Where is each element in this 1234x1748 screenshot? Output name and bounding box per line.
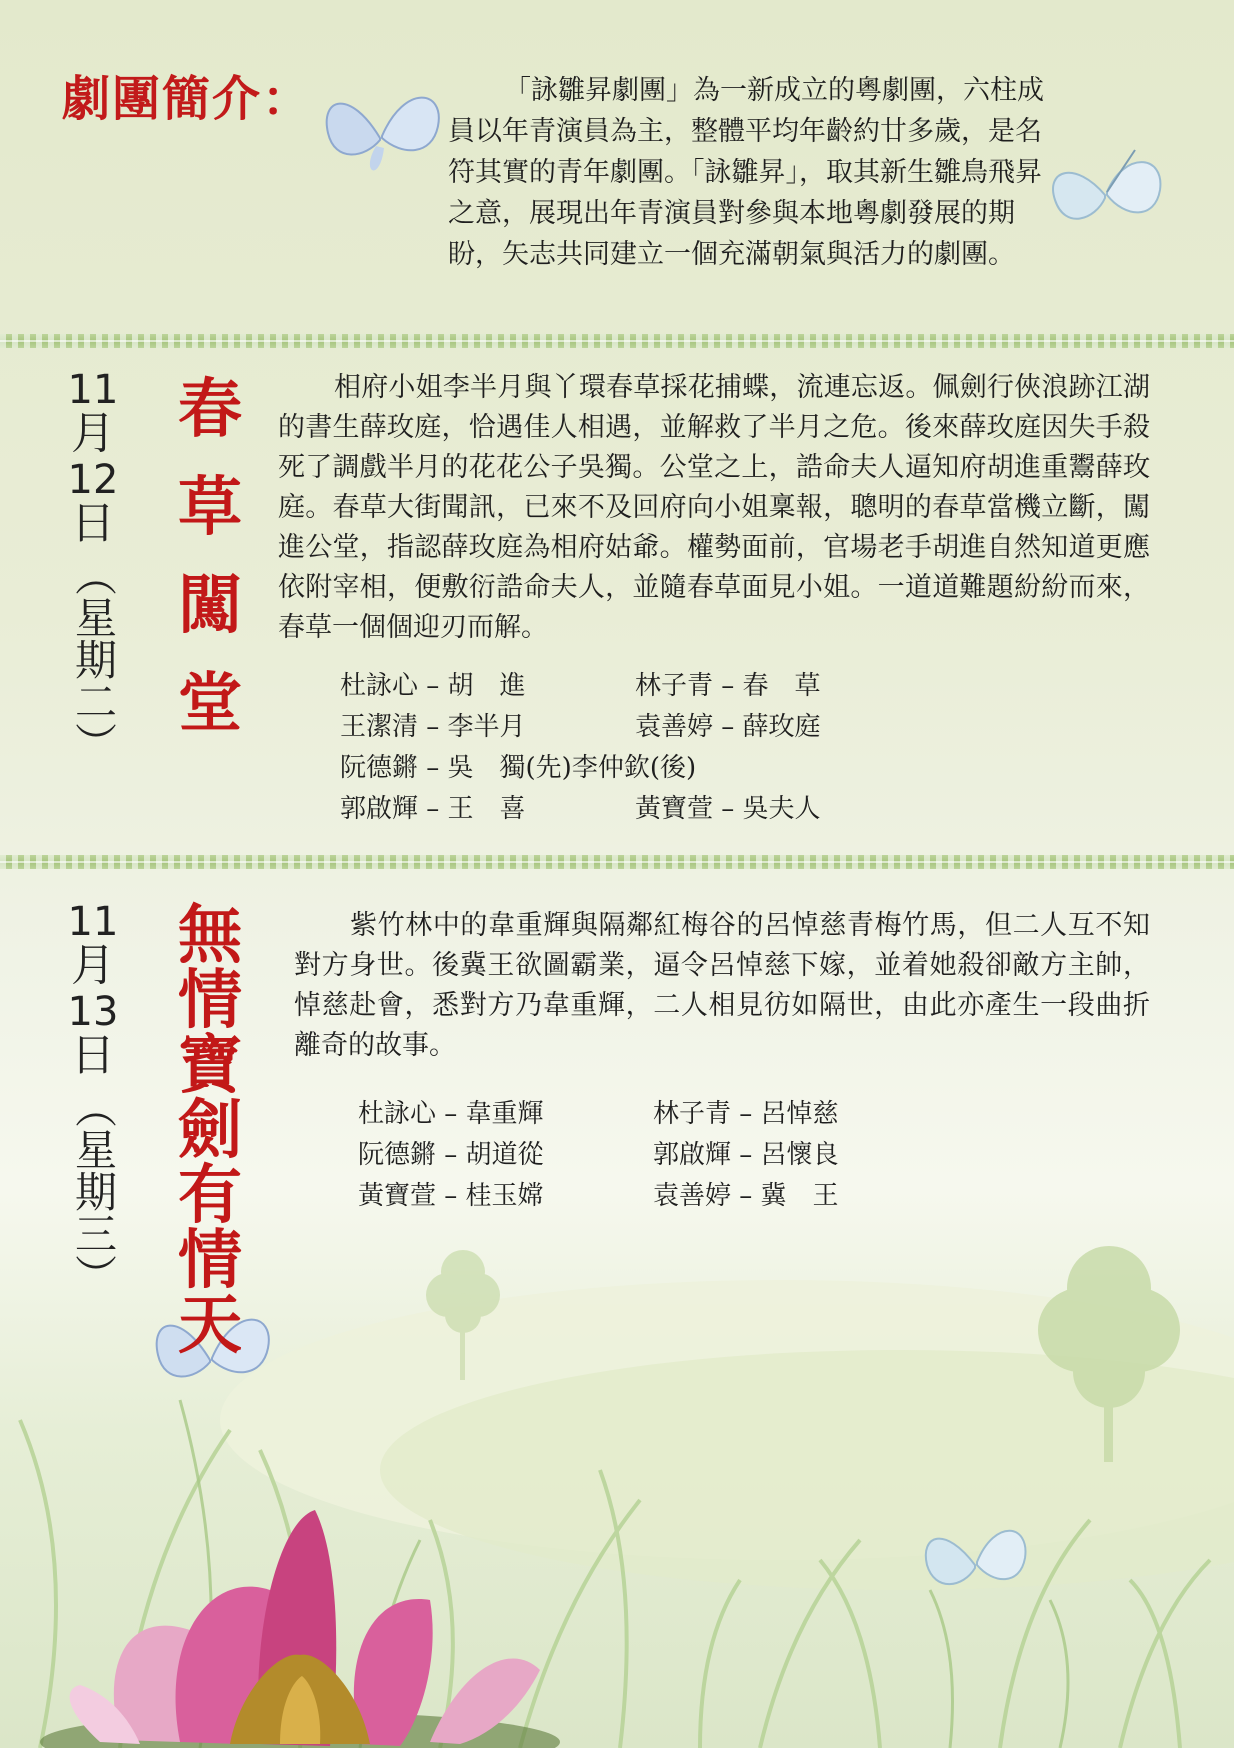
- show2-synopsis-block: [294, 906, 1150, 1066]
- title-char: 堂: [178, 666, 242, 741]
- title-char: 情: [178, 963, 242, 1038]
- date-month-number: 11: [67, 899, 119, 945]
- date-day-char: 日: [71, 498, 115, 549]
- title-char: 闖: [178, 568, 242, 643]
- cast-row: [358, 1176, 948, 1217]
- date-month-char: 月: [71, 408, 115, 459]
- cast-item: 杜詠心 – 韋重輝: [358, 1099, 544, 1129]
- title-char: 情: [178, 1223, 242, 1298]
- show1-title: [170, 372, 250, 770]
- intro-paragraph: 「詠雛昇劇團」為一新成立的粵劇團，六柱成員以年青演員為主，整體平均年齡約廿多歲，是名符其實的青年劇團。「詠雛昇」，取其新生雛鳥飛昇之意，展現出年青演員對參與本地粵劇發展的期盼，矢志共同建立一個充滿朝氣與活力的劇團。: [448, 75, 1044, 270]
- cast-item: 郭啟輝 – 呂懷良: [653, 1140, 839, 1170]
- intro-title: 劇團簡介：: [62, 71, 313, 127]
- show1-synopsis: 相府小姐李半月與丫環春草採花捕蝶，流連忘返。佩劍行俠浪跡江湖的書生薛玫庭，恰遇佳人相遇，並解救了半月之危。後來薛玫庭因失手殺死了調戲半月的花花公子吳獨。公堂之上，誥命夫人逼知府胡進重鬻薛玫庭。春草大街聞訊，已來不及回府向小姐稟報，聰明的春草當機立斷，闖進公堂，指認薛玫庭為相府姑爺。權勢面前，官場老手胡進自然知道更應依附宰相，便敷衍誥命夫人，並隨春草面見小姐。一道道難題紛紛而來，春草一個個迎刃而解。: [278, 372, 1150, 643]
- title-char: 春: [178, 372, 242, 447]
- date-day-char: 日: [71, 1030, 115, 1081]
- cast-item: 黃寶萱 – 桂玉嫦: [358, 1181, 544, 1211]
- cast-item: 林子青 – 呂悼慈: [653, 1099, 839, 1129]
- title-char: 劍: [178, 1093, 242, 1168]
- divider-strip: [0, 855, 1234, 869]
- cast-row: [340, 666, 940, 707]
- cast-item: 阮德鏘 – 吳 獨(先)李仲欽(後): [340, 753, 697, 783]
- date-weekday: （星期三）: [69, 1086, 118, 1296]
- divider-strip: [0, 334, 1234, 348]
- show2-cast: [358, 1094, 948, 1217]
- show2-synopsis: 紫竹林中的韋重輝與隔鄰紅梅谷的呂悼慈青梅竹馬，但二人互不知對方身世。後冀王欲圖霸業，逼令呂悼慈下嫁，並着她殺卻敵方主帥，悼慈赴會，悉對方乃韋重輝，二人相見彷如隔世，由此亦產生一段曲折離奇的故事。: [294, 910, 1150, 1061]
- cast-row: [358, 1135, 948, 1176]
- cast-item: 杜詠心 – 胡 進: [340, 671, 526, 701]
- show2-title: [170, 898, 250, 1363]
- date-day-number: 13: [67, 989, 119, 1035]
- date-month-char: 月: [71, 940, 115, 991]
- cast-item: 袁善婷 – 冀 王: [653, 1181, 839, 1211]
- lotus-flower-icon: [40, 1480, 560, 1748]
- show1-date: [58, 367, 128, 764]
- cast-item: 阮德鏘 – 胡道從: [358, 1140, 544, 1170]
- cast-item: 王潔清 – 李半月: [340, 712, 526, 742]
- title-char: 有: [178, 1158, 242, 1233]
- butterfly-icon: [310, 78, 450, 188]
- cast-item: 黃寶萱 – 吳夫人: [635, 794, 821, 824]
- butterfly-icon: [915, 1510, 1035, 1610]
- title-char: 無: [178, 898, 242, 973]
- show2-date: [58, 899, 128, 1296]
- cast-item: 郭啟輝 – 王 喜: [340, 794, 526, 824]
- show1-synopsis-block: [278, 368, 1150, 648]
- cast-row: [340, 748, 940, 789]
- cast-row: [340, 707, 940, 748]
- date-month-number: 11: [67, 367, 119, 413]
- cast-item: 袁善婷 – 薛玫庭: [635, 712, 821, 742]
- date-day-number: 12: [67, 457, 119, 503]
- title-char: 草: [178, 470, 242, 545]
- date-weekday: （星期二）: [69, 554, 118, 764]
- title-char: 寶: [178, 1028, 242, 1103]
- title-char: 天: [178, 1288, 242, 1363]
- cast-item: 林子青 – 春 草: [635, 671, 821, 701]
- butterfly-icon: [1045, 140, 1175, 250]
- cast-row: [340, 789, 940, 830]
- intro-text: [448, 70, 1048, 275]
- cast-row: [358, 1094, 948, 1135]
- show1-cast: [340, 666, 940, 830]
